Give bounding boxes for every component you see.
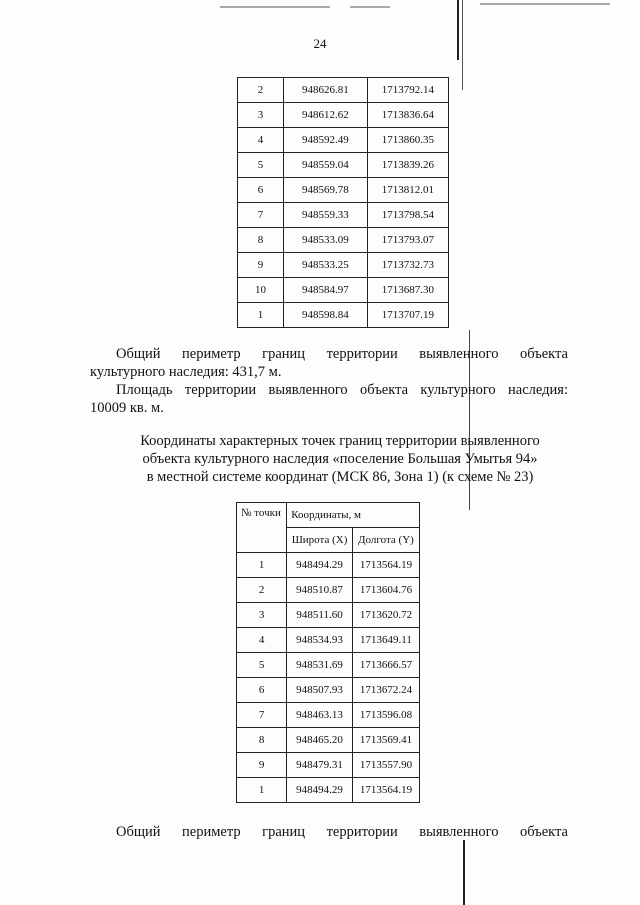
point-number-cell: 5 — [237, 653, 287, 678]
table-row — [238, 103, 449, 128]
word: Общий — [116, 824, 161, 840]
x-coordinate-cell: 948626.81 — [284, 78, 368, 103]
x-coordinate-cell: 948592.49 — [284, 128, 368, 153]
table-row — [237, 753, 420, 778]
word: Площадь — [116, 382, 173, 398]
point-number-cell: 6 — [238, 178, 284, 203]
point-number-cell: 3 — [237, 603, 287, 628]
point-number-cell: 4 — [238, 128, 284, 153]
table-row — [238, 303, 449, 328]
word: выявленного — [419, 346, 499, 362]
table-row — [237, 728, 420, 753]
point-number-cell: 7 — [237, 703, 287, 728]
y-coordinate-cell: 1713557.90 — [352, 753, 419, 778]
point-number-cell: 3 — [238, 103, 284, 128]
perimeter-paragraph — [90, 345, 568, 381]
point-number-cell: 1 — [237, 553, 287, 578]
x-coordinate-cell: 948559.33 — [284, 203, 368, 228]
y-coordinate-cell: 1713564.19 — [352, 778, 419, 803]
y-coordinate-cell: 1713649.11 — [352, 628, 419, 653]
point-number-cell: 4 — [237, 628, 287, 653]
x-coordinate-cell: 948465.20 — [287, 728, 353, 753]
word: объекта — [519, 824, 568, 840]
word: территории — [184, 382, 257, 398]
x-coordinate-cell: 948479.31 — [287, 753, 353, 778]
point-number-cell: 10 — [238, 278, 284, 303]
y-coordinate-cell: 1713792.14 — [367, 78, 448, 103]
x-coordinate-cell: 948612.62 — [284, 103, 368, 128]
point-number-cell: 2 — [238, 78, 284, 103]
point-number-cell: 6 — [237, 678, 287, 703]
coordinates-heading — [110, 432, 570, 486]
word: периметр — [182, 346, 241, 362]
table-row — [238, 78, 449, 103]
word: наследия: — [508, 382, 568, 398]
point-number-cell: 1 — [237, 778, 287, 803]
point-number-cell: 2 — [237, 578, 287, 603]
table-row — [238, 203, 449, 228]
perimeter-line-2: культурного наследия: 431,7 м. — [90, 364, 282, 380]
x-coordinate-cell: 948531.69 — [287, 653, 353, 678]
table-row — [237, 553, 420, 578]
table-row — [237, 653, 420, 678]
x-coordinate-cell: 948510.87 — [287, 578, 353, 603]
scan-artifact-speck — [350, 6, 390, 8]
word: границ — [262, 346, 306, 362]
coordinates-table-top — [237, 77, 449, 328]
x-coordinate-cell: 948494.29 — [287, 778, 353, 803]
point-number-cell: 5 — [238, 153, 284, 178]
area-line-1 — [90, 381, 568, 399]
word: Общий — [116, 346, 161, 362]
header-longitude: Долгота (Y) — [352, 528, 419, 553]
scan-artifact-speck — [220, 6, 330, 8]
x-coordinate-cell: 948533.09 — [284, 228, 368, 253]
x-coordinate-cell: 948584.97 — [284, 278, 368, 303]
y-coordinate-cell: 1713839.26 — [367, 153, 448, 178]
word: выявленного — [419, 824, 499, 840]
table-row — [238, 278, 449, 303]
y-coordinate-cell: 1713666.57 — [352, 653, 419, 678]
y-coordinate-cell: 1713687.30 — [367, 278, 448, 303]
table-row — [237, 778, 420, 803]
table-row — [238, 128, 449, 153]
header-coordinates: Координаты, м — [287, 503, 420, 528]
y-coordinate-cell: 1713836.64 — [367, 103, 448, 128]
x-coordinate-cell: 948559.04 — [284, 153, 368, 178]
table-row — [237, 578, 420, 603]
x-coordinate-cell: 948569.78 — [284, 178, 368, 203]
table-row — [238, 153, 449, 178]
word: объекта — [360, 382, 409, 398]
page-number: 24 — [313, 36, 327, 51]
y-coordinate-cell: 1713793.07 — [367, 228, 448, 253]
perimeter-line-1 — [90, 345, 568, 363]
x-coordinate-cell: 948533.25 — [284, 253, 368, 278]
word: культурного — [420, 382, 496, 398]
scan-artifact-line — [463, 840, 465, 905]
header-latitude: Широта (X) — [287, 528, 353, 553]
header-point-number: № точки — [237, 503, 287, 553]
table-row — [237, 703, 420, 728]
y-coordinate-cell: 1713812.01 — [367, 178, 448, 203]
heading-line-2: объекта культурного наследия «поселение Большая Умытья 94» — [142, 451, 538, 467]
point-number-cell: 9 — [237, 753, 287, 778]
x-coordinate-cell: 948494.29 — [287, 553, 353, 578]
word: территории — [326, 824, 398, 840]
table-row — [237, 628, 420, 653]
point-number-cell: 8 — [237, 728, 287, 753]
area-paragraph — [90, 381, 568, 417]
heading-line-3: в местной системе координат (МСК 86, Зона 1) (к схеме № 23) — [146, 469, 534, 485]
y-coordinate-cell: 1713604.76 — [352, 578, 419, 603]
coordinates-table-bottom — [236, 502, 420, 803]
x-coordinate-cell: 948511.60 — [287, 603, 353, 628]
y-coordinate-cell: 1713620.72 — [352, 603, 419, 628]
y-coordinate-cell: 1713672.24 — [352, 678, 419, 703]
point-number-cell: 1 — [238, 303, 284, 328]
heading-line-1: Координаты характерных точек границ территории выявленного — [140, 433, 540, 449]
x-coordinate-cell: 948598.84 — [284, 303, 368, 328]
point-number-cell: 9 — [238, 253, 284, 278]
word: периметр — [182, 824, 241, 840]
y-coordinate-cell: 1713564.19 — [352, 553, 419, 578]
y-coordinate-cell: 1713732.73 — [367, 253, 448, 278]
table-row — [238, 178, 449, 203]
table-row — [238, 228, 449, 253]
table-row — [237, 603, 420, 628]
bottom-perimeter-paragraph — [90, 823, 568, 841]
word: объекта — [519, 346, 568, 362]
x-coordinate-cell: 948534.93 — [287, 628, 353, 653]
y-coordinate-cell: 1713798.54 — [367, 203, 448, 228]
area-line-2: 10009 кв. м. — [90, 400, 164, 416]
y-coordinate-cell: 1713707.19 — [367, 303, 448, 328]
bottom-perimeter-line-1 — [90, 823, 568, 841]
y-coordinate-cell: 1713596.08 — [352, 703, 419, 728]
word: границ — [262, 824, 306, 840]
x-coordinate-cell: 948463.13 — [287, 703, 353, 728]
x-coordinate-cell: 948507.93 — [287, 678, 353, 703]
point-number-cell: 8 — [238, 228, 284, 253]
word: выявленного — [268, 382, 348, 398]
y-coordinate-cell: 1713569.41 — [352, 728, 419, 753]
scan-artifact-speck — [480, 3, 610, 5]
y-coordinate-cell: 1713860.35 — [367, 128, 448, 153]
point-number-cell: 7 — [238, 203, 284, 228]
table-row — [238, 253, 449, 278]
word: территории — [326, 346, 398, 362]
table-row — [237, 678, 420, 703]
